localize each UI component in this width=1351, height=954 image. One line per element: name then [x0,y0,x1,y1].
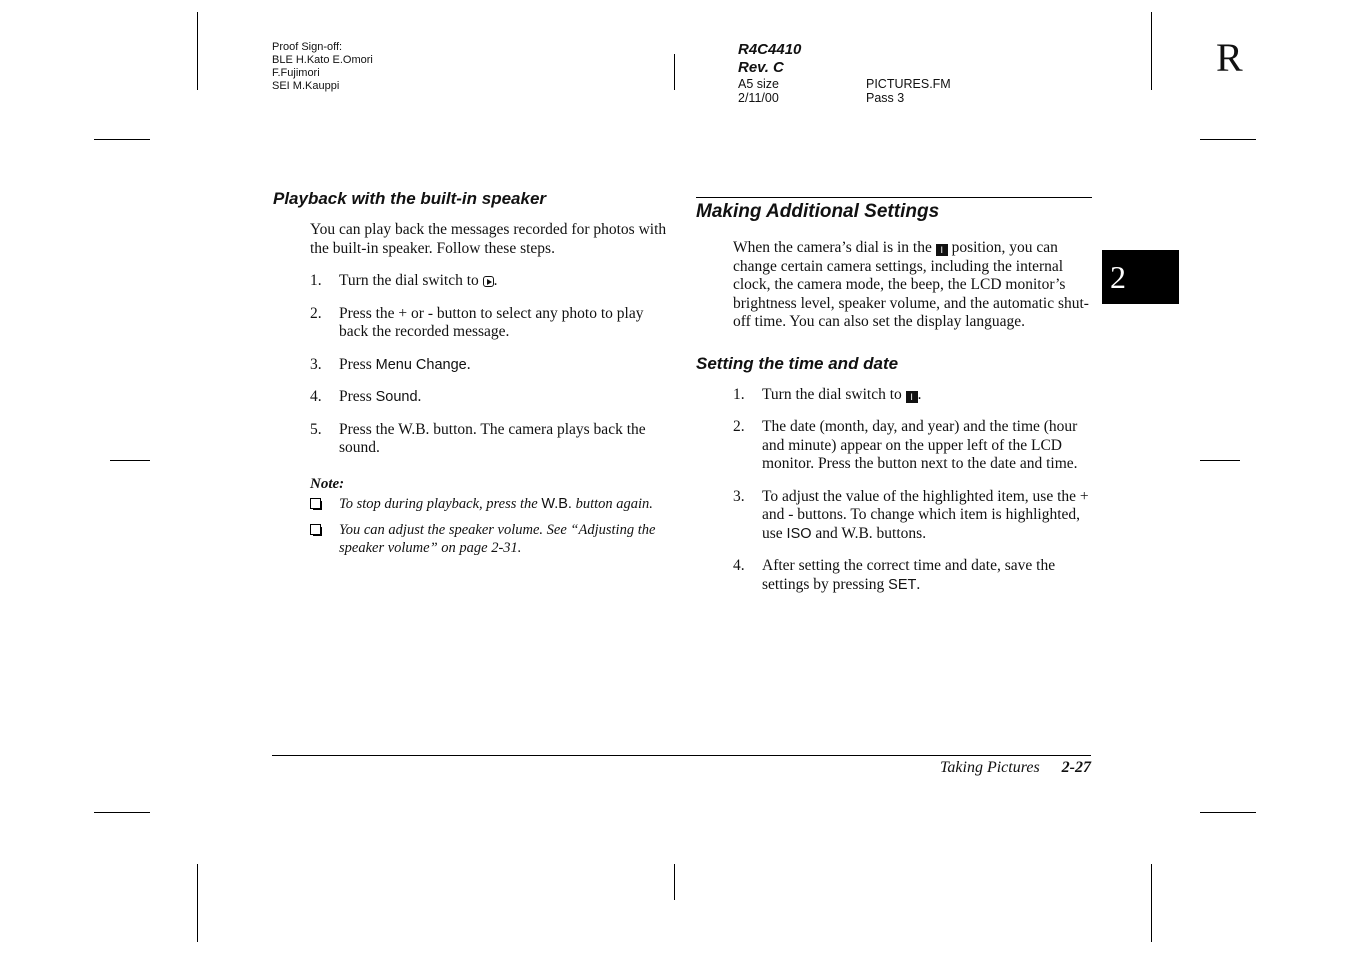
doc-date: 2/11/00 [738,91,779,105]
page-number: 2-27 [1061,759,1091,776]
step-text: . [917,385,922,403]
doc-id: R4C4410 [738,41,802,58]
running-title: Taking Pictures [939,759,1040,776]
doc-revision: Rev. C [738,59,784,76]
ui-keyword: ISO [786,525,812,542]
crop-mark [1200,812,1256,813]
step-text: Press the + or - button to select any photo to play back the recorded message. [339,304,644,340]
proof-line: SEI M.Kauppi [272,80,340,92]
crop-mark [1151,864,1152,942]
list-item [733,418,1092,474]
list-item [733,487,1092,544]
proof-signoff [272,41,373,93]
page-footer [700,759,1091,777]
ui-keyword: SET [888,576,917,593]
crop-mark [110,460,150,461]
crop-mark [674,864,675,900]
footer-rule [272,755,1091,756]
subsection-heading: Setting the time and date [696,353,899,373]
step-number: 2. [310,304,322,322]
section-heading: Playback with the built-in speaker [273,189,547,208]
intro-text: position, you can change certain camera settings, including the internal clock, the camera mode, the beep, the LCD monitor’s brightness level, speaker volume, and the automatic shut-off time. You can also set the display language. [733,239,1089,330]
step-number: 4. [733,557,745,574]
crop-mark [94,812,150,813]
step-number: 3. [733,487,745,505]
intro-paragraph: You can play back the messages recorded for photos with the built-in speaker. Follow these steps. [310,221,667,257]
setup-mode-icon: I [936,244,948,256]
crop-mark [197,12,198,90]
list-item [310,304,673,342]
section-heading: Making Additional Settings [696,197,1092,223]
note-title: Note: [310,475,345,492]
doc-meta-row [738,77,951,91]
step-text: and W.B. buttons. [811,524,927,542]
chapter-tab: 2 [1102,250,1179,304]
step-text: . [417,388,422,405]
proof-line: BLE H.Kato E.Omori [272,54,373,66]
crop-mark [94,139,150,140]
list-item [310,388,673,407]
note-text: You can adjust the speaker volume. See “Adjusting the speaker volume” on page 2-31. [339,521,656,556]
step-number: 4. [310,388,322,405]
step-number: 1. [733,385,745,403]
intro-paragraph [733,239,1092,332]
step-text: Press [339,388,376,405]
crop-mark [197,864,198,942]
step-text: Turn the dial switch to [762,385,906,403]
step-text: After setting the correct time and date, save the settings by pressing [762,557,1056,593]
note-text: To stop during playback, press the [339,495,542,512]
doc-pass: Pass 3 [866,91,905,105]
left-column [273,189,673,565]
list-item [310,420,673,458]
checkbox-bullet-icon [310,524,321,535]
list-item [733,557,1092,594]
ui-keyword: Menu Change [375,356,467,373]
ui-keyword: Sound [375,389,418,405]
list-item [733,385,1092,405]
intro-text: When the camera’s dial is in the [733,239,936,256]
list-item [310,272,673,291]
crop-mark [674,54,675,90]
checkbox-bullet-icon [310,498,321,509]
corner-letter: R [1216,35,1243,80]
step-text: . [916,575,921,593]
note-item [339,495,673,513]
step-number: 2. [733,418,745,435]
step-text: Turn the dial switch to [339,272,483,289]
note-item [339,521,673,557]
step-text: . [493,272,498,289]
crop-mark [1151,12,1152,90]
step-text: The date (month, day, and year) and the time (hour and minute) appear on the upper left of the LCD monitor. Press the button next to the date and time. [762,418,1078,472]
step-number: 1. [310,272,322,289]
steps-list [696,386,1092,595]
note-text: button again. [571,495,653,512]
step-text: To adjust the value of the highlighted item, use the + and - buttons. To change which item is highlighted, use [762,487,1089,542]
doc-size: A5 size [738,77,779,91]
document-info [738,41,951,105]
step-text: . [466,355,471,373]
crop-mark [1200,460,1240,461]
step-number: 3. [310,355,322,373]
proof-line: Proof Sign-off: [272,41,343,53]
list-item [310,355,673,375]
doc-meta-row [738,91,951,105]
doc-file: PICTURES.FM [866,77,951,91]
play-mode-icon [483,276,494,287]
setup-mode-icon: I [906,391,918,403]
ui-keyword: W.B. [541,495,572,512]
right-column [696,197,1092,608]
step-text: Press the W.B. button. The camera plays back the sound. [339,420,646,456]
steps-list [273,272,673,458]
proof-line: F.Fujimori [272,67,320,79]
crop-mark [1200,139,1256,140]
step-text: Press [339,355,376,373]
step-number: 5. [310,420,322,438]
